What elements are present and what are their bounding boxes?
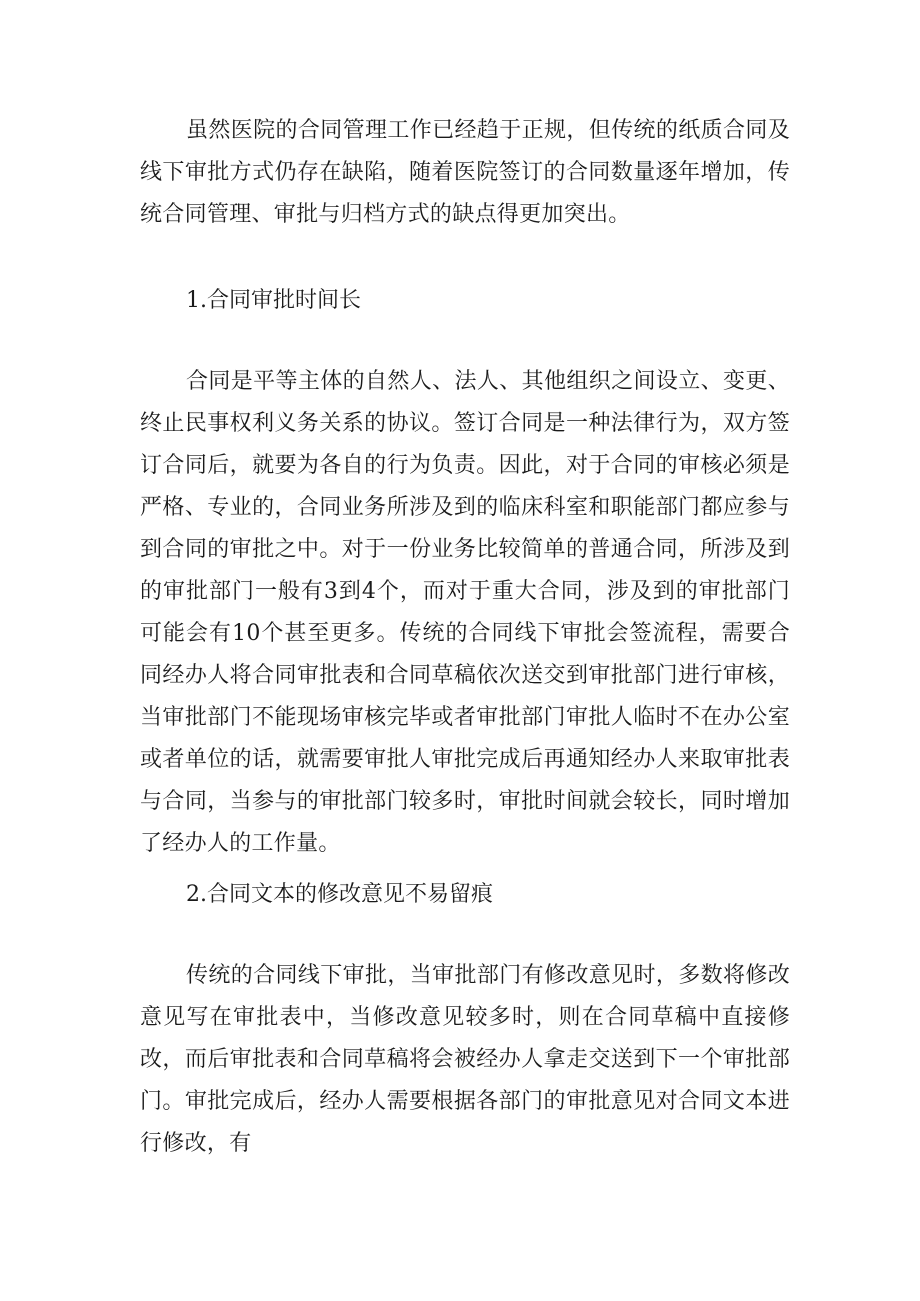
section-heading-1: 1.合同审批时间长: [186, 288, 361, 313]
paragraph-intro: 虽然医院的合同管理工作已经趋于正规，但传统的纸质合同及线下审批方式仍存在缺陷，随着医院签订的合同数量逐年增加，传统合同管理、审批与归档方式的缺点得更加突出。: [140, 118, 790, 227]
section-heading-2: 2.合同文本的修改意见不易留痕: [186, 882, 493, 907]
paragraph-approval-time: 合同是平等主体的自然人、法人、其他组织之间设立、变更、终止民事权利义务关系的协议。签订合同是一种法律行为，双方签订合同后，就要为各自的行为负责。因此，对于合同的审核必须是严格、专业的，合同业务所涉及到的临床科室和职能部门都应参与到合同的审批之中。对于一份业务比较简单的普通合同，所涉及到的审批部门一般有3到4个，而对于重大合同，涉及到的审批部门可能会有10个甚至更多。传统的合同线下审批会签流程，需要合同经办人将合同审批表和合同草稿依次送交到审批部门进行审核，当审批部门不能现场审核完毕或者审批部门审批人临时不在办公室或者单位的话，就需要审批人审批完成后再通知经办人来取审批表与合同，当参与的审批部门较多时，审批时间就会较长，同时增加了经办人的工作量。: [140, 369, 790, 856]
paragraph-revision-trace: 传统的合同线下审批，当审批部门有修改意见时，多数将修改意见写在审批表中，当修改意见较多时，则在合同草稿中直接修改，而后审批表和合同草稿将会被经办人拿走交送到下一个审批部门。审批完成后，经办人需要根据各部门的审批意见对合同文本进行修改，有: [140, 963, 790, 1156]
